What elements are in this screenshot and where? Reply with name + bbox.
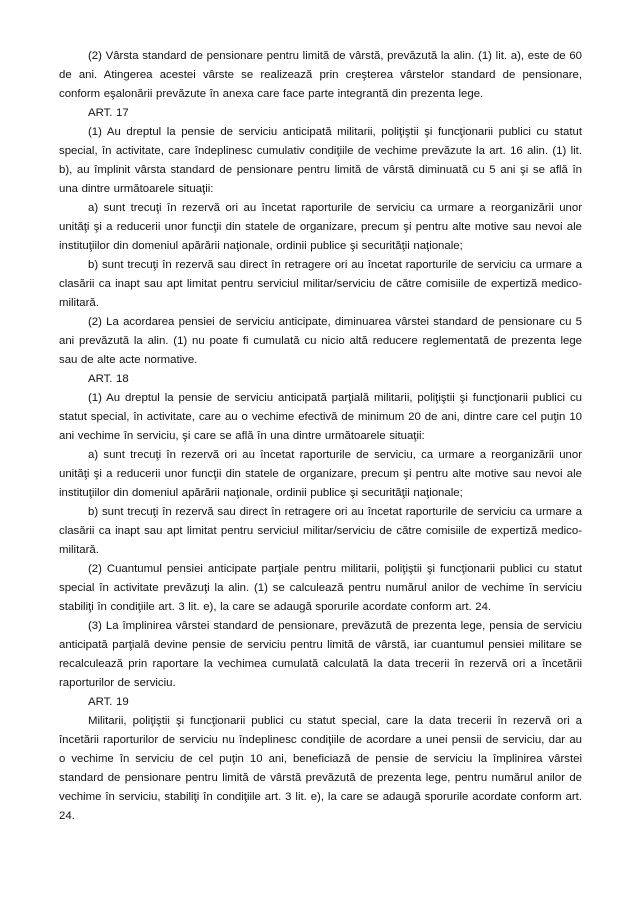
paragraph: b) sunt trecuţi în rezervă sau direct în retragere ori au încetat raporturile de serviciu ca urmare a clasării ca inapt sau apt limitat pentru serviciul militar/serviciu de către comisiile de expertiză medico-militară.	[59, 506, 582, 556]
paragraph: (1) Au dreptul la pensie de serviciu anticipată parţială militarii, poliţiştii şi funcţionarii publici cu statut special, în activitate, care au o vechime efectivă de minimum 20 de ani, dintre care cel puţin 10 ani vechime în serviciu, şi care se află în una dintre următoarele situaţii:	[59, 392, 582, 442]
article-heading: ART. 18	[88, 373, 129, 385]
paragraph: Militarii, poliţiştii şi funcţionarii publici cu statut special, care la data trecerii în rezervă ori a încetării raporturilor de serviciu nu îndeplinesc condiţiile de acordare a unei pensii de serviciu, dar au o vechime în serviciu de cel puţin 10 ani, beneficiază de pensie de serviciu la împlinirea vârstei standard de pensionare pentru limită de vârstă prevăzută de prezenta lege, pentru numărul anilor de vechime în serviciu, stabiliţi în condiţiile art. 3 lit. e), la care se adaugă sporurile acordate conform art. 24.	[59, 715, 582, 822]
paragraph: (2) Vârsta standard de pensionare pentru limită de vârstă, prevăzută la alin. (1) lit. a), este de 60 de ani. Atingerea acestei vârste se realizează prin creşterea vârstelor standard de pensionare, conform eşalonării prevăzute în anexa care face parte integrantă din prezenta lege.	[59, 50, 582, 100]
document-body	[59, 47, 582, 826]
paragraph: (1) Au dreptul la pensie de serviciu anticipată militarii, poliţiştii şi funcţionarii publici cu statut special, în activitate, care îndeplinesc cumulativ condiţiile de vechime prevăzute la art. 16 alin. (1) lit. b), au împlinit vârsta standard de pensionare pentru limită de vârstă diminuată cu 5 ani şi se află în una dintre următoarele situaţii:	[59, 126, 582, 195]
paragraph: a) sunt trecuţi în rezervă ori au încetat raporturile de serviciu ca urmare a reorganizării unor unităţi şi a reducerii unor funcţii din statele de organizare, precum şi pentru alte motive sau nevoi ale instituţiilor din domeniul apărării naţionale, ordinii publice şi securităţii naţionale;	[59, 202, 582, 252]
paragraph: b) sunt trecuţi în rezervă sau direct în retragere ori au încetat raporturile de serviciu ca urmare a clasării ca inapt sau apt limitat pentru serviciul militar/serviciu de către comisiile de expertiză medico-militară.	[59, 259, 582, 309]
paragraph: (2) Cuantumul pensiei anticipate parţiale pentru militarii, poliţiştii şi funcţionarii publici cu statut special în activitate prevăzuţi la alin. (1) se calculează pentru numărul anilor de vechime în serviciu stabiliţi în condiţiile art. 3 lit. e), la care se adaugă sporurile acordate conform art. 24.	[59, 563, 582, 613]
paragraph: (2) La acordarea pensiei de serviciu anticipate, diminuarea vârstei standard de pensionare cu 5 ani prevăzută la alin. (1) nu poate fi cumulată cu nicio altă reducere reglementată de prezenta lege sau de alte acte normative.	[59, 316, 582, 366]
paragraph: (3) La împlinirea vârstei standard de pensionare, prevăzută de prezenta lege, pensia de serviciu anticipată parţială devine pensie de serviciu pentru limită de vârstă, iar cuantumul pensiei militare se recalculează prin raportare la vechimea cumulată calculată la data trecerii în rezervă ori a încetării raporturilor de serviciu.	[59, 620, 582, 689]
article-heading: ART. 19	[88, 696, 129, 708]
paragraph: a) sunt trecuţi în rezervă ori au încetat raporturile de serviciu, ca urmare a reorganizării unor unităţi şi a reducerii unor funcţii din statele de organizare, precum şi pentru alte motive sau nevoi ale instituţiilor din domeniul apărării naţionale, ordinii publice şi securităţii naţionale;	[59, 449, 582, 499]
article-heading: ART. 17	[88, 107, 129, 119]
